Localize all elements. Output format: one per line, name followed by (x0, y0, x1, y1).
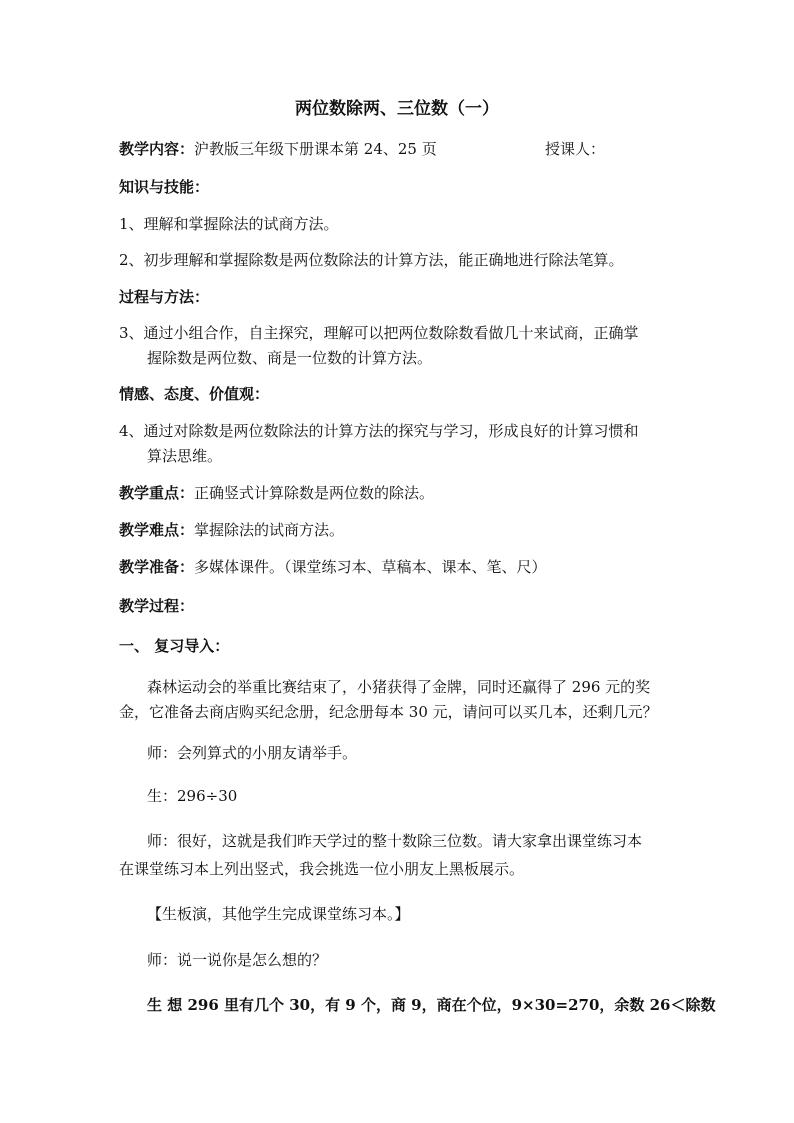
teaching-process-heading: 教学过程： (119, 597, 195, 615)
section-1-heading: 一、 复习导入： (119, 637, 230, 655)
difficulty-label: 教学难点： (119, 521, 195, 539)
teacher-line-3: 师：说一说你是怎么想的？ (147, 951, 328, 969)
knowledge-item-2: 2、初步理解和掌握除数是两位数除法的计算方法，能正确地进行除法笔算。 (119, 251, 624, 269)
difficulty-line (119, 520, 689, 540)
process-method-heading: 过程与方法： (119, 288, 210, 306)
process-method-item-3-line-2: 握除数是两位数、商是一位数的计算方法。 (147, 349, 433, 367)
preparation-label: 教学准备： (119, 558, 195, 576)
key-point-line (119, 483, 689, 503)
process-method-item-3-line-1: 3、通过小组合作，自主探究，理解可以把两位数除数看做几十来试商，正确掌 (119, 324, 639, 342)
preparation-text: 多媒体课件。（课堂练习本、草稿本、课本、笔、尺） (194, 558, 547, 576)
teacher-line-2a: 师：很好，这就是我们昨天学过的整十数除三位数。请大家拿出课堂练习本 (147, 832, 643, 850)
emotion-item-4-line-2: 算法思维。 (147, 447, 223, 465)
emotion-item-4-line-1: 4、通过对除数是两位数除法的计算方法的探究与学习，形成良好的计算习惯和 (119, 422, 639, 440)
emotion-heading: 情感、态度、价值观： (119, 385, 270, 403)
content-label: 教学内容： (119, 140, 195, 158)
key-point-text: 正确竖式计算除数是两位数的除法。 (194, 484, 435, 502)
preparation-line (119, 557, 689, 577)
board-note: 【生板演，其他学生完成课堂练习本。】 (147, 905, 410, 923)
content-text: 沪教版三年级下册课本第 24、25 页 (194, 140, 437, 158)
teacher-line-2b: 在课堂练习本上列出竖式，我会挑选一位小朋友上黑板展示。 (119, 860, 525, 878)
student-line-2: 生 想 296 里有几个 30，有 9 个，商 9，商在个位，9×30=270，余数 26＜除数 (147, 996, 716, 1014)
story-line-1: 森林运动会的举重比赛结束了，小猪获得了金牌，同时还赢得了 296 元的奖 (147, 678, 651, 696)
story-line-2: 金，它准备去商店购买纪念册，纪念册每本 30 元，请问可以买几本，还剩几元？ (119, 703, 658, 721)
teacher-line-1: 师：会列算式的小朋友请举手。 (147, 744, 358, 762)
lecturer-label: 授课人： (545, 140, 606, 158)
difficulty-text: 掌握除法的试商方法。 (194, 521, 345, 539)
page-title: 两位数除两、三位数（一） (295, 99, 499, 119)
knowledge-item-1: 1、理解和掌握除法的试商方法。 (119, 215, 339, 233)
knowledge-heading: 知识与技能： (119, 178, 210, 196)
student-line-1: 生：296÷30 (147, 787, 238, 805)
key-point-label: 教学重点： (119, 484, 195, 502)
